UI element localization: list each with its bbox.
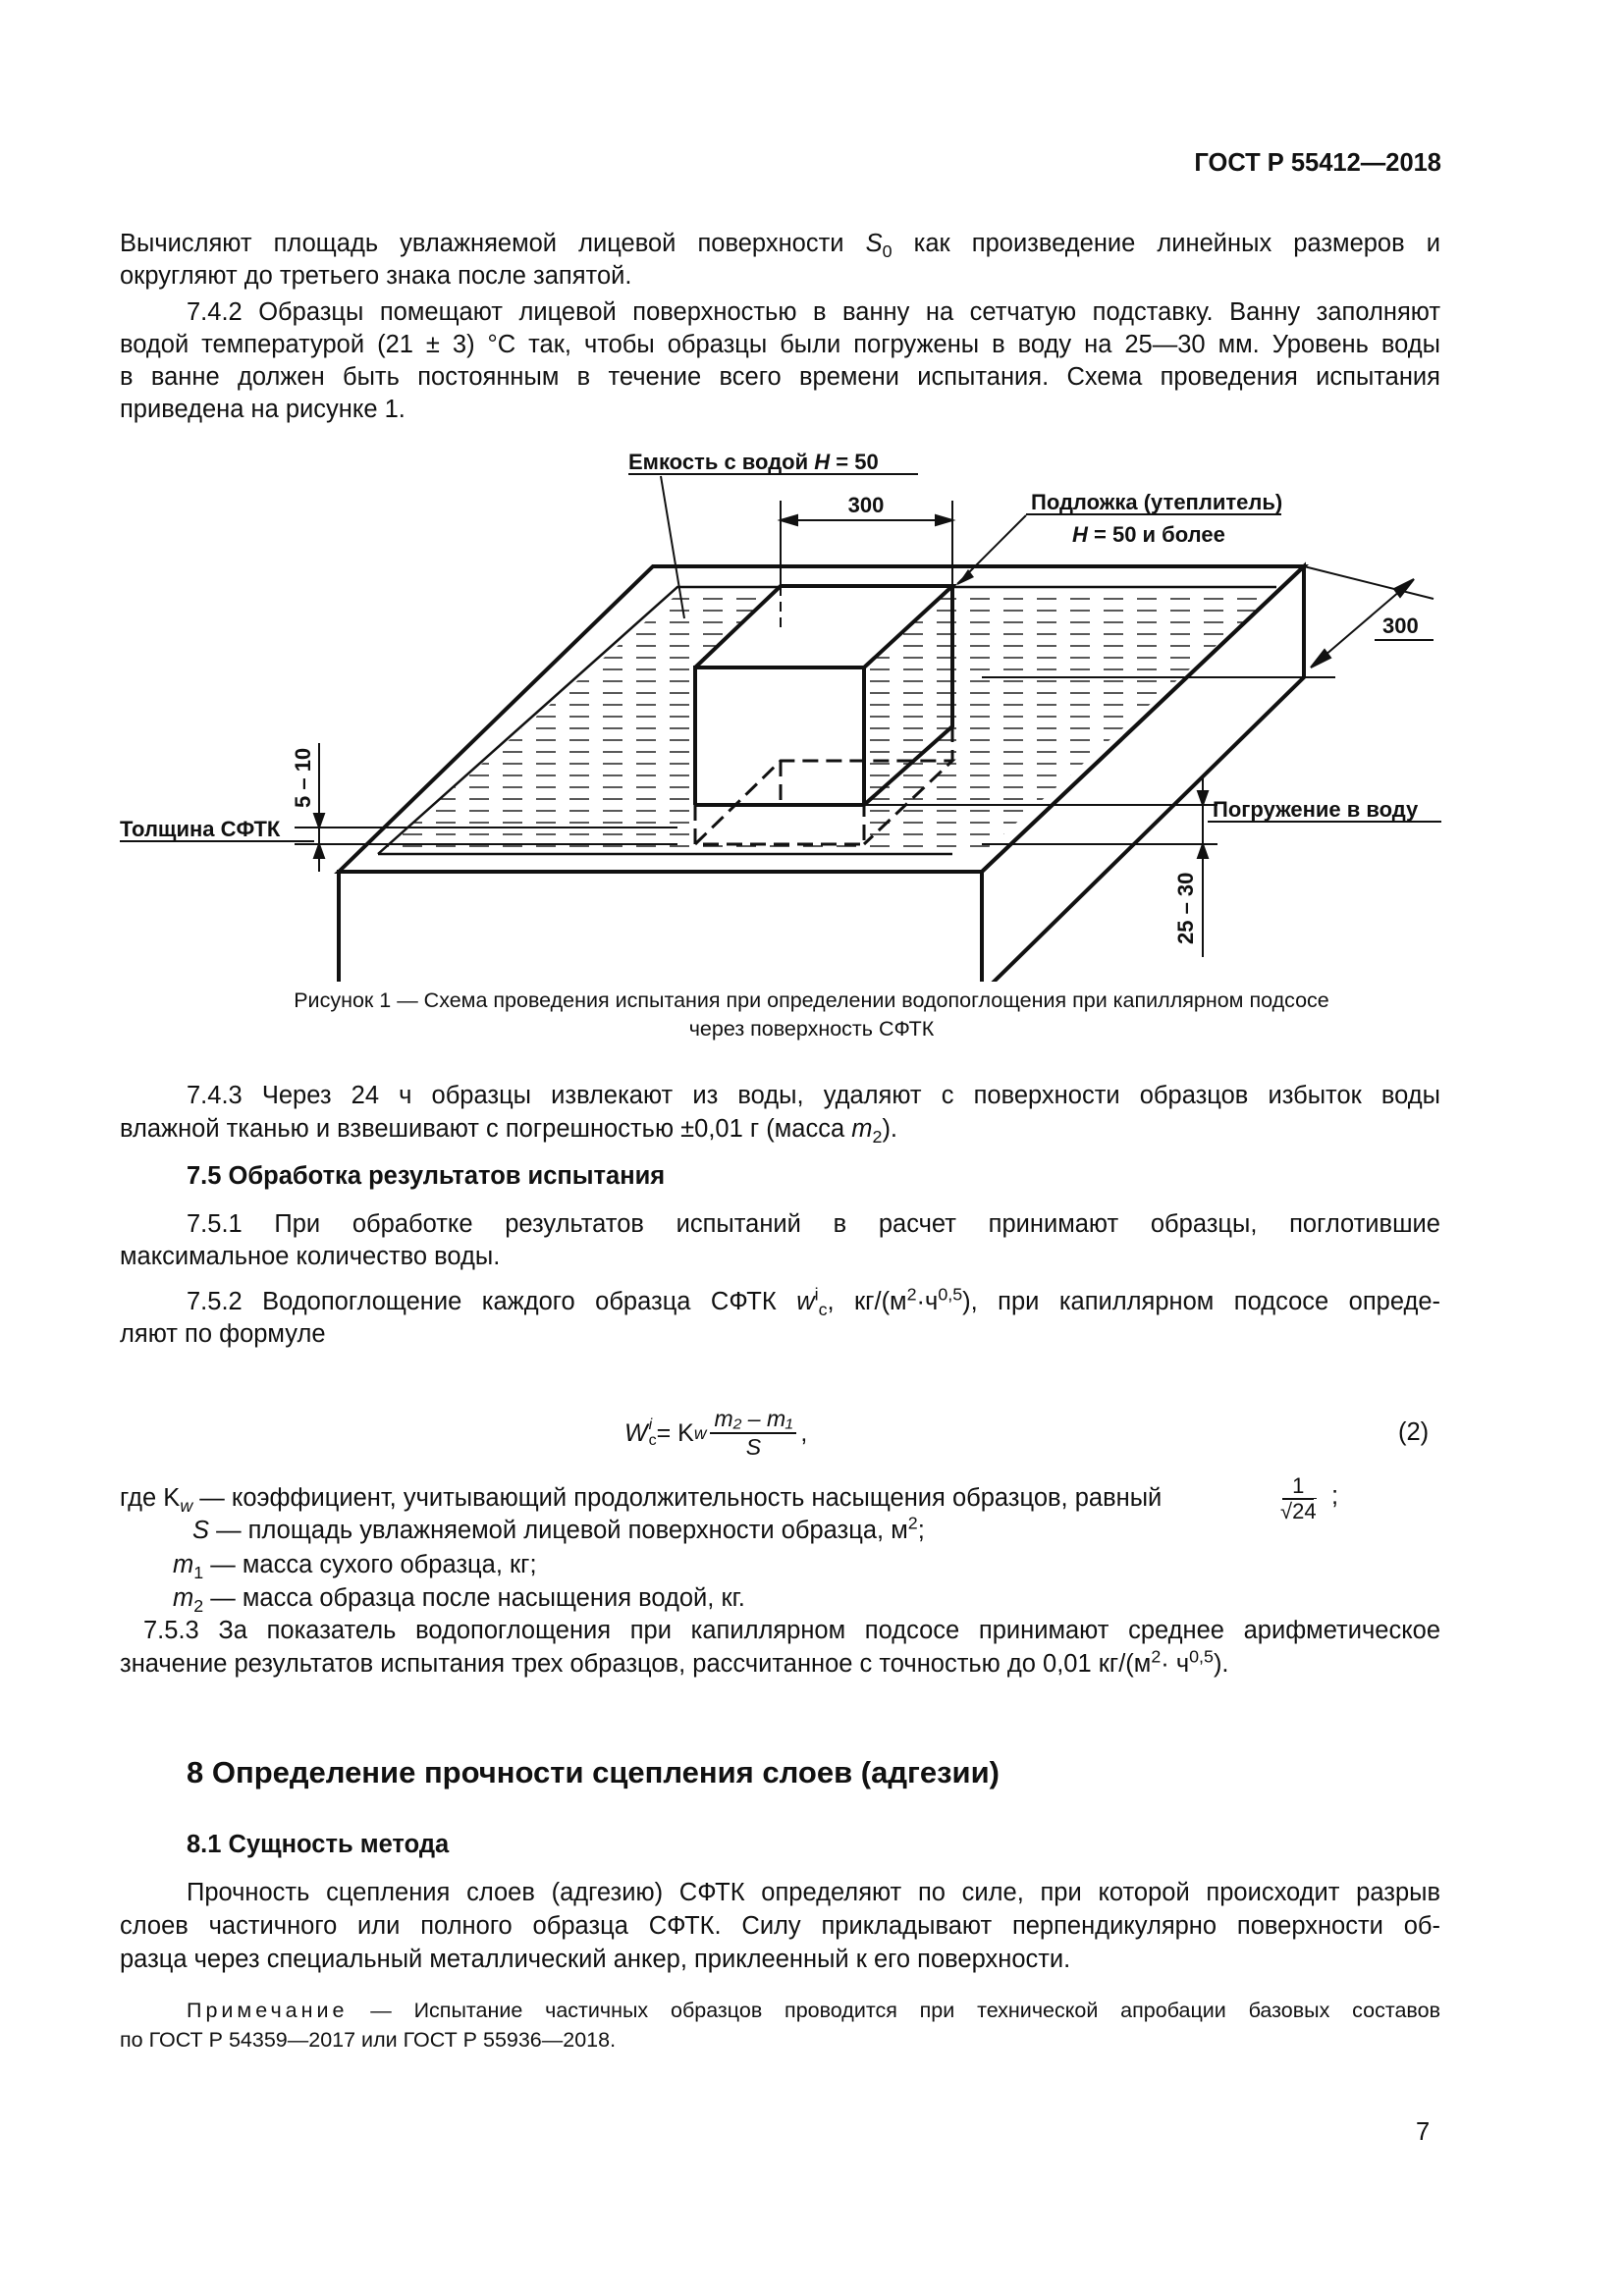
where-kw-fraction: 1 √24 <box>1280 1473 1317 1523</box>
formula-denominator: S <box>745 1434 762 1460</box>
note-label: Примечание <box>187 1999 349 2022</box>
p752-line-1: 7.5.2 Водопоглощение каждого образца СФТК $w^i_с$, $кг/(м^2\cdot ч^{0,5})$, при капиллярном подсосе опреде- <box>187 1284 1441 1320</box>
label-substrate-h: H = 50 и более <box>1072 522 1225 547</box>
where-m1: $m_1$ — масса сухого образца, кг; <box>173 1551 537 1583</box>
dim-300-top-label: 300 <box>847 493 885 517</box>
section-8-1-title: 8.1 Сущность метода <box>187 1831 450 1858</box>
p742-line-2: водой температурой (21 ± 3) °С так, чтобы образцы были погружены в воду на 25—30 мм. Уровень воды <box>120 331 1440 358</box>
formula-numerator: m₂ – m₁ <box>710 1406 796 1434</box>
p752-line-2: ляют по формуле <box>120 1320 326 1348</box>
p81-line-3: разца через специальный металлический анкер, приклеенный к его поверхности. <box>120 1946 1071 1973</box>
formula-2: W i с = K w $\frac{\text{m₂ – m₁}}{S}$ , <box>624 1406 808 1460</box>
formula-number: (2) <box>1398 1418 1430 1446</box>
dim-25-30-label: 25 – 30 <box>1173 872 1198 944</box>
label-thickness: Толщина СФТК <box>120 817 281 841</box>
dim-5-10-label: 5 – 10 <box>291 747 315 808</box>
p753-line-1: 7.5.3 За показатель водопоглощения при капиллярном подсосе принимают среднее арифметическое <box>143 1617 1440 1644</box>
p81-line-2: слоев частичного или полного образца СФТК. Силу прикладывают перпендикулярно поверхности об- <box>120 1912 1440 1940</box>
where-s: S — площадь увлажняемой лицевой поверхности образца, $м^2$; <box>192 1513 925 1544</box>
section-7-5-title: 7.5 Обработка результатов испытания <box>187 1162 666 1190</box>
p742-line-4: приведена на рисунке 1. <box>120 396 406 423</box>
where-m2: $m_2$ — масса образца после насыщения водой, кг. <box>173 1584 745 1617</box>
label-immersion: Погружение в воду <box>1213 797 1419 822</box>
note-line-2: по ГОСТ Р 54359—2017 или ГОСТ Р 55936—2018. <box>120 2028 617 2052</box>
p742-line-3: в ванне должен быть постоянным в течение всего времени испытания. Схема проведения испытания <box>120 363 1440 391</box>
where-kw: где $K_w$ — коэффициент, учитывающий продолжительность насыщения образцов, равный <box>120 1484 1163 1517</box>
section-8-title: 8 Определение прочности сцепления слоев (адгезии) <box>187 1755 1000 1789</box>
label-substrate: Подложка (утеплитель) <box>1031 490 1283 514</box>
p81-line-1: Прочность сцепления слоев (адгезию) СФТК определяют по силе, при которой происходит разрыв <box>187 1879 1440 1906</box>
label-container: Емкость с водой H = 50 <box>628 450 879 474</box>
intro-line-2: округляют до третьего знака после запятой. <box>120 262 632 290</box>
page-number: 7 <box>1416 2118 1431 2146</box>
note-line-1: Примечание — Испытание частичных образцов проводится при технической апробации базовых составов <box>187 1999 1440 2022</box>
figure-1-caption: Рисунок 1 — Схема проведения испытания при определении водопоглощения при капиллярном подсосе через поверхность СФТК <box>294 988 1329 1041</box>
p751-line-2: максимальное количество воды. <box>120 1243 501 1270</box>
intro-line-1: Вычисляют площадь увлажняемой лицевой поверхности $S_0$ как произведение линейных размеров и <box>120 230 1440 262</box>
figure-1-diagram <box>0 432 1623 982</box>
p753-line-2: значение результатов испытания трех образцов, рассчитанное с точностью до 0,01 $кг/(м^2\cdot ч^{0,5})$. <box>120 1646 1229 1678</box>
p743-line-1: 7.4.3 Через 24 ч образцы извлекают из воды, удаляют с поверхности образцов избыток воды <box>187 1082 1440 1109</box>
dim-300-right-label: 300 <box>1382 614 1419 638</box>
p742-line-1: 7.4.2 Образцы помещают лицевой поверхностью в ванну на сетчатую подставку. Ванну заполняют <box>187 298 1440 326</box>
document-header: ГОСТ Р 55412—2018 <box>1194 149 1441 177</box>
p743-line-2: влажной тканью и взвешивают с погрешностью ±0,01 г (масса $m_2$). <box>120 1115 898 1148</box>
p751-line-1: 7.5.1 При обработке результатов испытаний в расчет принимают образцы, поглотившие <box>187 1210 1440 1238</box>
where-kw-semicolon: ; <box>1331 1482 1339 1510</box>
